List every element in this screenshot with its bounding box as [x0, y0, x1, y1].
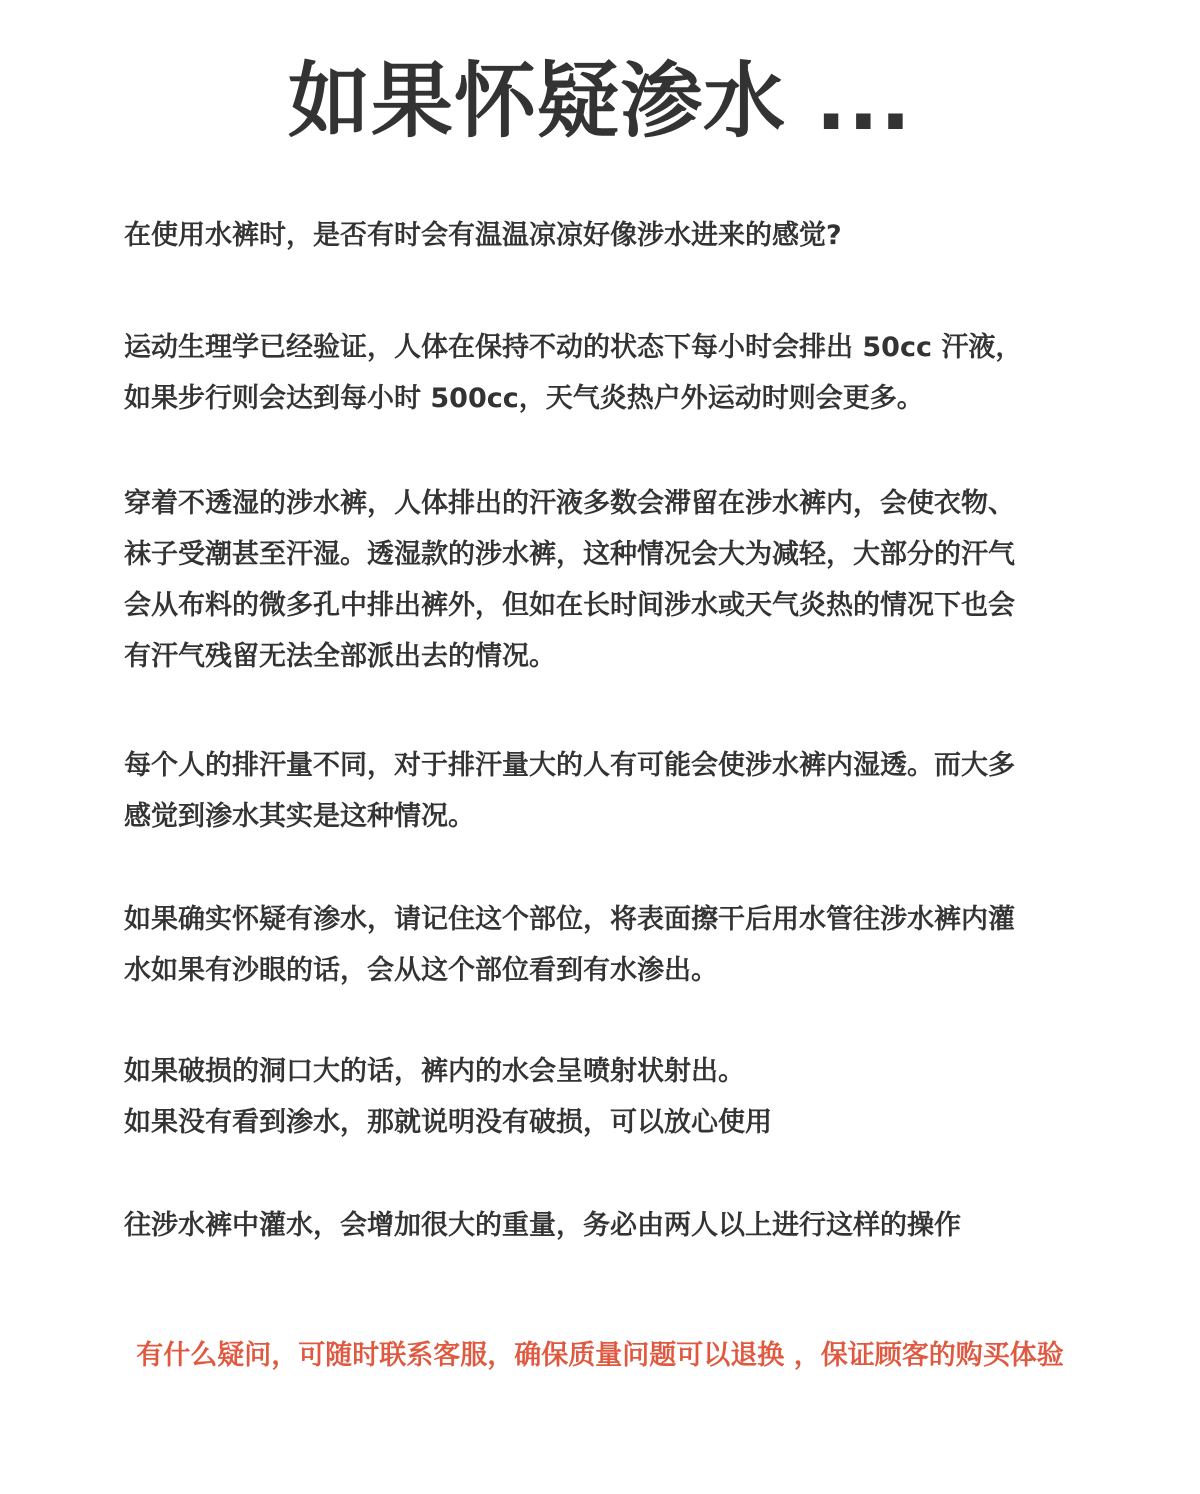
paragraph-line: 有汗气残留无法全部派出去的情况。 — [124, 641, 556, 672]
paragraph-line: 穿着不透湿的涉水裤，人体排出的汗液多数会滞留在涉水裤内，会使衣物、 — [124, 488, 1015, 519]
paragraph-3 — [124, 478, 1084, 682]
paragraph-line: 如果步行则会达到每小时 500cc，天气炎热户外运动时则会更多。 — [124, 383, 924, 414]
paragraph-5 — [124, 894, 1084, 996]
paragraph-line: 如果没有看到渗水，那就说明没有破损，可以放心使用 — [124, 1107, 772, 1138]
paragraph-6 — [124, 1046, 1084, 1148]
paragraph-line: 水如果有沙眼的话，会从这个部位看到有水渗出。 — [124, 955, 718, 986]
paragraph-line: 每个人的排汗量不同，对于排汗量大的人有可能会使涉水裤内湿透。而大多 — [124, 750, 1015, 781]
paragraph-line: 在使用水裤时，是否有时会有温温凉凉好像涉水进来的感觉? — [124, 220, 842, 251]
page-title: 如果怀疑渗水 ... — [288, 54, 912, 149]
paragraph-4 — [124, 740, 1084, 842]
paragraph-line: 会从布料的微多孔中排出裤外，但如在长时间涉水或天气炎热的情况下也会 — [124, 590, 1015, 621]
paragraph-7 — [124, 1200, 1084, 1251]
paragraph-line: 往涉水裤中灌水，会增加很大的重量，务必由两人以上进行这样的操作 — [124, 1210, 961, 1241]
paragraph-1 — [124, 210, 1084, 261]
paragraph-line: 如果确实怀疑有渗水，请记住这个部位，将表面擦干后用水管往涉水裤内灌 — [124, 904, 1015, 935]
paragraph-line: 如果破损的洞口大的话，裤内的水会呈喷射状射出。 — [124, 1056, 745, 1087]
customer-service-note: 有什么疑问，可随时联系客服，确保质量问题可以退换 ，保证顾客的购买体验 — [136, 1340, 1064, 1371]
paragraph-2 — [124, 322, 1084, 424]
paragraph-line: 运动生理学已经验证，人体在保持不动的状态下每小时会排出 50cc 汗液， — [124, 332, 1023, 363]
paragraph-line: 袜子受潮甚至汗湿。透湿款的涉水裤，这种情况会大为减轻，大部分的汗气 — [124, 539, 1015, 570]
paragraph-line: 感觉到渗水其实是这种情况。 — [124, 801, 475, 832]
